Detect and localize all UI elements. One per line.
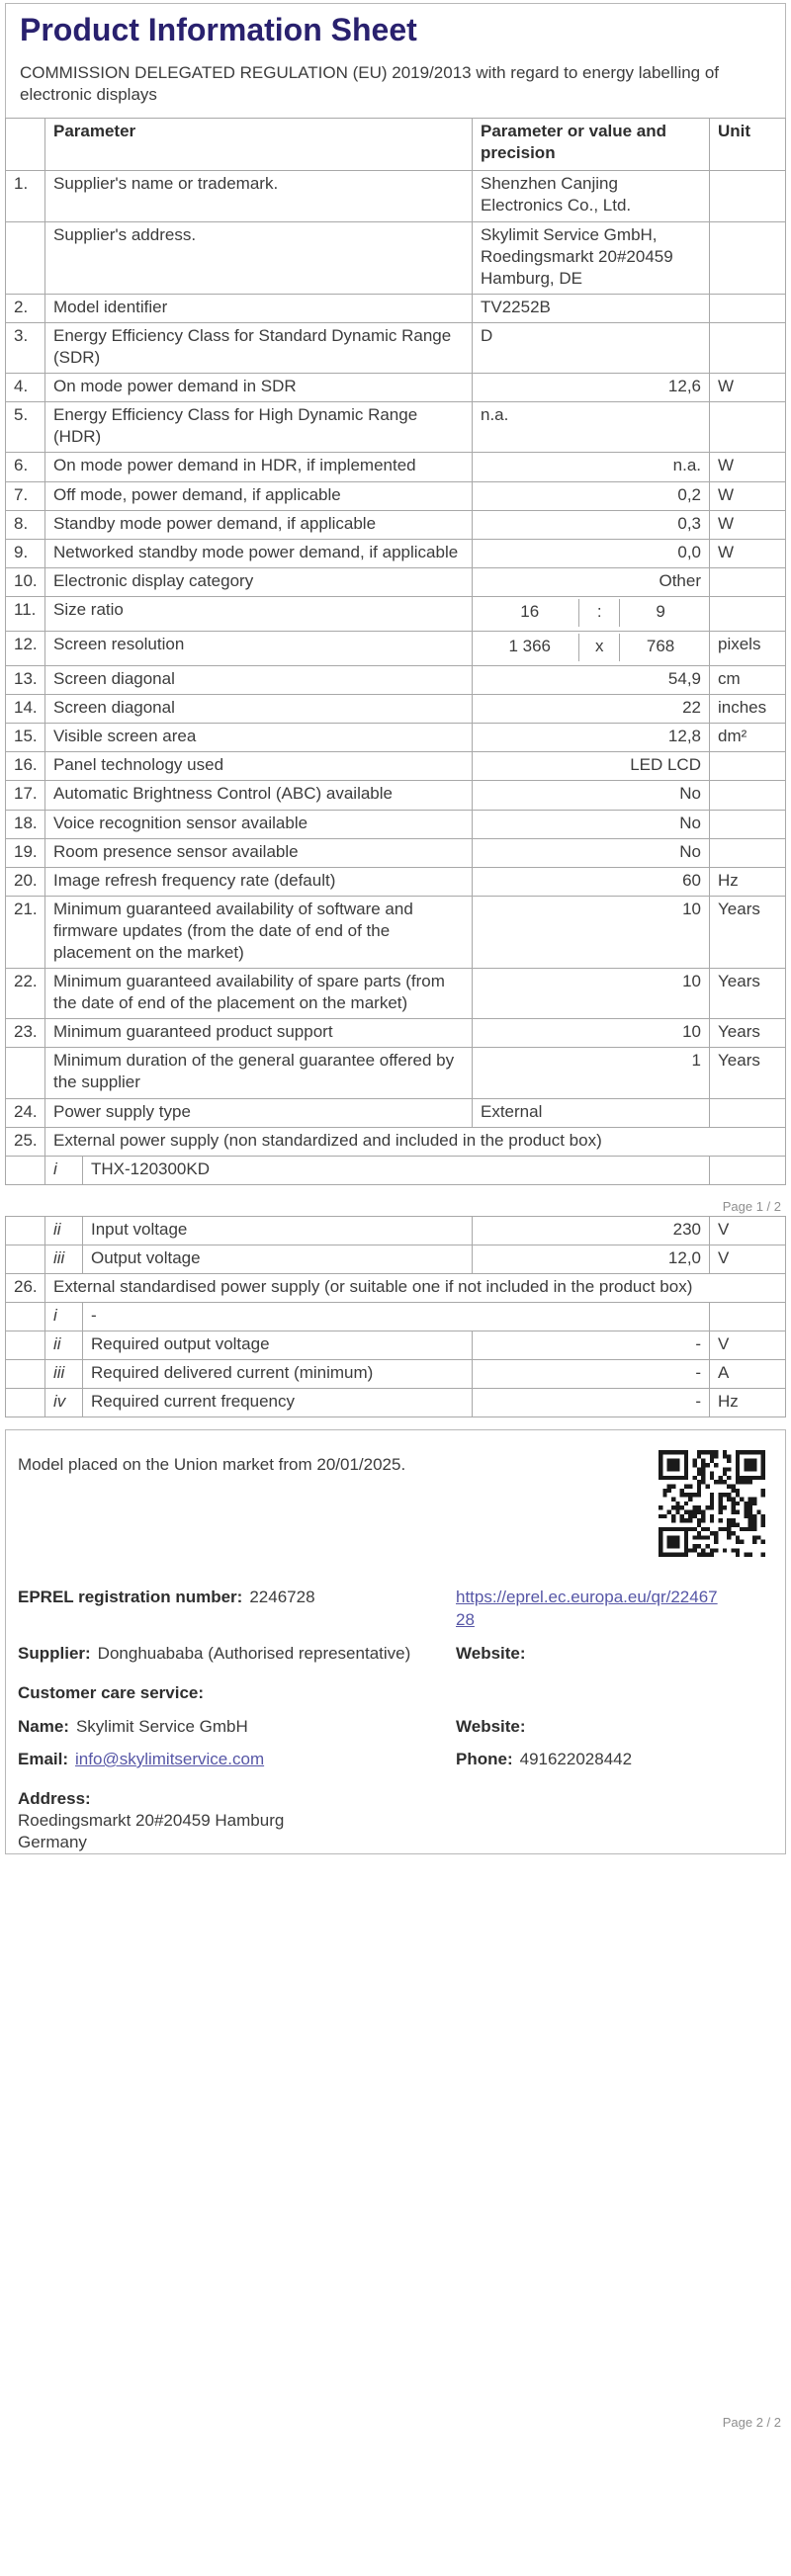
cell-number: 19. (6, 838, 45, 867)
table-row (6, 695, 786, 724)
cell-value: - (473, 1389, 710, 1417)
cell-unit: Years (710, 969, 786, 1019)
cell-unit (710, 1098, 786, 1127)
cell-unit: Hz (710, 1389, 786, 1417)
cell-unit: W (710, 481, 786, 510)
cell-value: D (473, 322, 710, 373)
header-number (6, 119, 45, 171)
table-row (6, 1360, 786, 1389)
split-separator: x (578, 634, 620, 661)
cell-parameter: Panel technology used (45, 752, 473, 781)
table-header-row (6, 119, 786, 171)
email-label: Email: (18, 1749, 69, 1768)
table-row (6, 402, 786, 453)
cell-parameter: Networked standby mode power demand, if applicable (45, 539, 473, 567)
cell-unit: Years (710, 1019, 786, 1048)
split-value-left: 1 366 (508, 636, 551, 655)
table-row (6, 221, 786, 294)
cell-unit (710, 294, 786, 322)
cell-unit: Hz (710, 867, 786, 896)
cell-roman-index: ii (45, 1331, 83, 1360)
cell-value: Skylimit Service GmbH, Roedingsmarkt 20#20459 Hamburg, DE (473, 221, 710, 294)
table-row (6, 896, 786, 968)
cell-parameter: Room presence sensor available (45, 838, 473, 867)
cell-number: 2. (6, 294, 45, 322)
cell-parameter: Output voltage (83, 1245, 473, 1273)
cell-number: 5. (6, 402, 45, 453)
split-value-right: 9 (656, 601, 665, 621)
table-row (6, 631, 786, 665)
market-date-text: Model placed on the Union market from 20/01/2025. (18, 1455, 406, 1475)
customer-care-row (6, 1682, 785, 1704)
cell-number (6, 221, 45, 294)
cell-number: 8. (6, 510, 45, 539)
cell-unit (710, 221, 786, 294)
cell-unit: cm (710, 666, 786, 695)
cell-parameter: Automatic Brightness Control (ABC) available (45, 781, 473, 810)
table-row (6, 752, 786, 781)
table-row (6, 171, 786, 221)
cell-number: 16. (6, 752, 45, 781)
cell-value: Other (473, 567, 710, 596)
cell-parameter: Off mode, power demand, if applicable (45, 481, 473, 510)
cell-unit: W (710, 539, 786, 567)
cell-merged-value: THX-120300KD (83, 1156, 710, 1184)
cell-number (6, 1048, 45, 1098)
cell-unit: V (710, 1216, 786, 1245)
cell-number: 14. (6, 695, 45, 724)
table-header (6, 119, 786, 171)
cell-parameter: Minimum guaranteed availability of spare parts (from the date of end of the placement on the market) (45, 969, 473, 1019)
address-block (6, 1788, 785, 1853)
table-row (6, 1019, 786, 1048)
cell-number (6, 1216, 45, 1245)
cell-unit: Years (710, 1048, 786, 1098)
cell-value: No (473, 781, 710, 810)
cell-number: 13. (6, 666, 45, 695)
cell-roman-index: iii (45, 1360, 83, 1389)
cell-number: 17. (6, 781, 45, 810)
supplier-label: Supplier: (18, 1643, 91, 1663)
table-row (6, 294, 786, 322)
cell-parameter: Supplier's name or trademark. (45, 171, 473, 221)
cell-value: - (473, 1331, 710, 1360)
eprel-label: EPREL registration number: (18, 1588, 243, 1607)
cell-value: LED LCD (473, 752, 710, 781)
table-row (6, 724, 786, 752)
cell-unit (710, 171, 786, 221)
cell-number: 21. (6, 896, 45, 968)
cell-parameter: Minimum guaranteed product support (45, 1019, 473, 1048)
cell-value: No (473, 838, 710, 867)
table-row (6, 322, 786, 373)
cell-unit (710, 1156, 786, 1184)
compliance-info-box (5, 1429, 786, 1854)
cell-value: 12,0 (473, 1245, 710, 1273)
cell-parameter: Supplier's address. (45, 221, 473, 294)
website-label-2: Website: (456, 1716, 526, 1736)
cell-number: 25. (6, 1127, 45, 1156)
cell-number (6, 1156, 45, 1184)
eprel-row (6, 1587, 785, 1630)
cell-roman-index: i (45, 1303, 83, 1331)
table-row (6, 867, 786, 896)
cell-value: 60 (473, 867, 710, 896)
cell-unit (710, 402, 786, 453)
table-row (6, 1098, 786, 1127)
cell-number: 15. (6, 724, 45, 752)
cell-unit (710, 1303, 786, 1331)
table-row (6, 1127, 786, 1156)
cell-parameter: Input voltage (83, 1216, 473, 1245)
address-line-2: Germany (18, 1833, 87, 1852)
cell-number: 18. (6, 810, 45, 838)
eprel-link[interactable]: https://eprel.ec.europa.eu/qr/2246728 (456, 1588, 718, 1629)
cell-number (6, 1245, 45, 1273)
cell-value: External (473, 1098, 710, 1127)
table-row (6, 1216, 786, 1245)
qr-code (659, 1450, 765, 1557)
table-row (6, 838, 786, 867)
cell-unit: V (710, 1245, 786, 1273)
table-row (6, 453, 786, 481)
power-supply-table (5, 1216, 786, 1418)
cell-unit: V (710, 1331, 786, 1360)
cell-parameter: Model identifier (45, 294, 473, 322)
address-line-1: Roedingsmarkt 20#20459 Hamburg (18, 1811, 285, 1831)
cell-section-title: External standardised power supply (or suitable one if not included in the product box) (45, 1273, 786, 1302)
header-value: Parameter or value and precision (473, 119, 710, 171)
cell-parameter: Energy Efficiency Class for High Dynamic Range (HDR) (45, 402, 473, 453)
cell-number: 10. (6, 567, 45, 596)
cell-number (6, 1360, 45, 1389)
supplier-value: Donghuababa (Authorised representative) (97, 1643, 411, 1663)
cell-value: n.a. (473, 453, 710, 481)
cell-unit: W (710, 374, 786, 402)
address-label: Address: (18, 1789, 91, 1809)
table-row (6, 1245, 786, 1273)
cell-number: 3. (6, 322, 45, 373)
cell-unit: dm² (710, 724, 786, 752)
cell-value: 54,9 (473, 666, 710, 695)
cell-unit: W (710, 453, 786, 481)
cell-parameter: On mode power demand in SDR (45, 374, 473, 402)
cell-value: 10 (473, 896, 710, 968)
cell-parameter: Screen diagonal (45, 666, 473, 695)
service-name-row (6, 1716, 785, 1738)
cell-parameter: Minimum duration of the general guarantee offered by the supplier (45, 1048, 473, 1098)
cell-parameter: Required delivered current (minimum) (83, 1360, 473, 1389)
table-row (6, 374, 786, 402)
cell-unit: Years (710, 896, 786, 968)
table-row (6, 1303, 786, 1331)
cell-unit: inches (710, 695, 786, 724)
cell-value: 12,8 (473, 724, 710, 752)
cell-parameter: Screen diagonal (45, 695, 473, 724)
cell-unit (710, 752, 786, 781)
cell-number (6, 1389, 45, 1417)
cell-value: 230 (473, 1216, 710, 1245)
table-row (6, 1273, 786, 1302)
phone-value: 491622028442 (519, 1749, 633, 1768)
eprel-value: 2246728 (249, 1588, 315, 1607)
cell-number: 24. (6, 1098, 45, 1127)
email-link[interactable]: info@skylimitservice.com (75, 1749, 265, 1768)
table-row (6, 510, 786, 539)
split-value-left: 16 (520, 601, 540, 621)
cell-parameter: On mode power demand in HDR, if implemented (45, 453, 473, 481)
supplier-row (6, 1643, 785, 1665)
cell-number: 9. (6, 539, 45, 567)
cell-value: 10 (473, 1019, 710, 1048)
cell-number: 22. (6, 969, 45, 1019)
cell-unit: W (710, 510, 786, 539)
split-value-right: 768 (646, 636, 675, 655)
cell-number: 6. (6, 453, 45, 481)
cell-unit (710, 596, 786, 631)
cell-number: 23. (6, 1019, 45, 1048)
document-page (0, 3, 791, 2432)
cell-roman-index: iii (45, 1245, 83, 1273)
cell-parameter: Required output voltage (83, 1331, 473, 1360)
cell-parameter: Screen resolution (45, 631, 473, 665)
cell-number: 11. (6, 596, 45, 631)
cell-value: - (473, 1360, 710, 1389)
cell-number: 4. (6, 374, 45, 402)
split-separator: : (578, 599, 620, 627)
cell-value: 1 (473, 1048, 710, 1098)
cell-parameter: Energy Efficiency Class for Standard Dynamic Range (SDR) (45, 322, 473, 373)
cell-value: 22 (473, 695, 710, 724)
cell-unit (710, 838, 786, 867)
cell-value-split (473, 596, 710, 631)
header-parameter: Parameter (45, 119, 473, 171)
name-value: Skylimit Service GmbH (75, 1716, 248, 1736)
table-row (6, 1331, 786, 1360)
cell-parameter: Voice recognition sensor available (45, 810, 473, 838)
cell-parameter: Minimum guaranteed availability of software and firmware updates (from the date of end of the placement on the market) (45, 896, 473, 968)
table-row (6, 1389, 786, 1417)
cell-value-split (473, 631, 710, 665)
cell-number (6, 1331, 45, 1360)
email-phone-row (6, 1749, 785, 1770)
cell-number: 26. (6, 1273, 45, 1302)
table-row (6, 596, 786, 631)
cell-roman-index: iv (45, 1389, 83, 1417)
cell-unit (710, 567, 786, 596)
cell-parameter: Standby mode power demand, if applicable (45, 510, 473, 539)
cell-parameter: Electronic display category (45, 567, 473, 596)
phone-label: Phone: (456, 1749, 513, 1768)
name-label: Name: (18, 1716, 69, 1736)
table-row (6, 567, 786, 596)
cell-parameter: Required current frequency (83, 1389, 473, 1417)
header-unit: Unit (710, 119, 786, 171)
cell-unit (710, 781, 786, 810)
cell-parameter: Size ratio (45, 596, 473, 631)
table-row (6, 1156, 786, 1184)
cell-value: 0,3 (473, 510, 710, 539)
cell-roman-index: i (45, 1156, 83, 1184)
table-row (6, 969, 786, 1019)
cell-section-title: External power supply (non standardized and included in the product box) (45, 1127, 786, 1156)
cell-value: 0,0 (473, 539, 710, 567)
table-row (6, 781, 786, 810)
cell-parameter: Visible screen area (45, 724, 473, 752)
product-parameters-table (5, 118, 786, 1185)
cell-value: TV2252B (473, 294, 710, 322)
cell-unit: pixels (710, 631, 786, 665)
page-number-2: Page 2 / 2 (722, 2415, 781, 2431)
cell-value: n.a. (473, 402, 710, 453)
cell-unit: A (710, 1360, 786, 1389)
table-row (6, 666, 786, 695)
website-label-1: Website: (456, 1643, 526, 1663)
cell-value: 10 (473, 969, 710, 1019)
regulation-text: COMMISSION DELEGATED REGULATION (EU) 2019/2013 with regard to energy labelling of electronic displays (20, 63, 720, 105)
customer-care-label: Customer care service: (18, 1682, 205, 1702)
cell-parameter: Power supply type (45, 1098, 473, 1127)
table-row (6, 810, 786, 838)
cell-value: 0,2 (473, 481, 710, 510)
cell-value: Shenzhen Canjing Electronics Co., Ltd. (473, 171, 710, 221)
cell-number: 12. (6, 631, 45, 665)
cell-number (6, 1303, 45, 1331)
cell-value: No (473, 810, 710, 838)
table-row (6, 1048, 786, 1098)
cell-unit (710, 810, 786, 838)
cell-unit (710, 322, 786, 373)
cell-merged-value: - (83, 1303, 710, 1331)
cell-parameter: Image refresh frequency rate (default) (45, 867, 473, 896)
document-header (5, 3, 786, 118)
table-row (6, 539, 786, 567)
table-row (6, 481, 786, 510)
cell-number: 7. (6, 481, 45, 510)
cell-number: 20. (6, 867, 45, 896)
cell-roman-index: ii (45, 1216, 83, 1245)
cell-number: 1. (6, 171, 45, 221)
cell-value: 12,6 (473, 374, 710, 402)
page-title: Product Information Sheet (20, 12, 417, 47)
page-number-1: Page 1 / 2 (722, 1198, 781, 1214)
